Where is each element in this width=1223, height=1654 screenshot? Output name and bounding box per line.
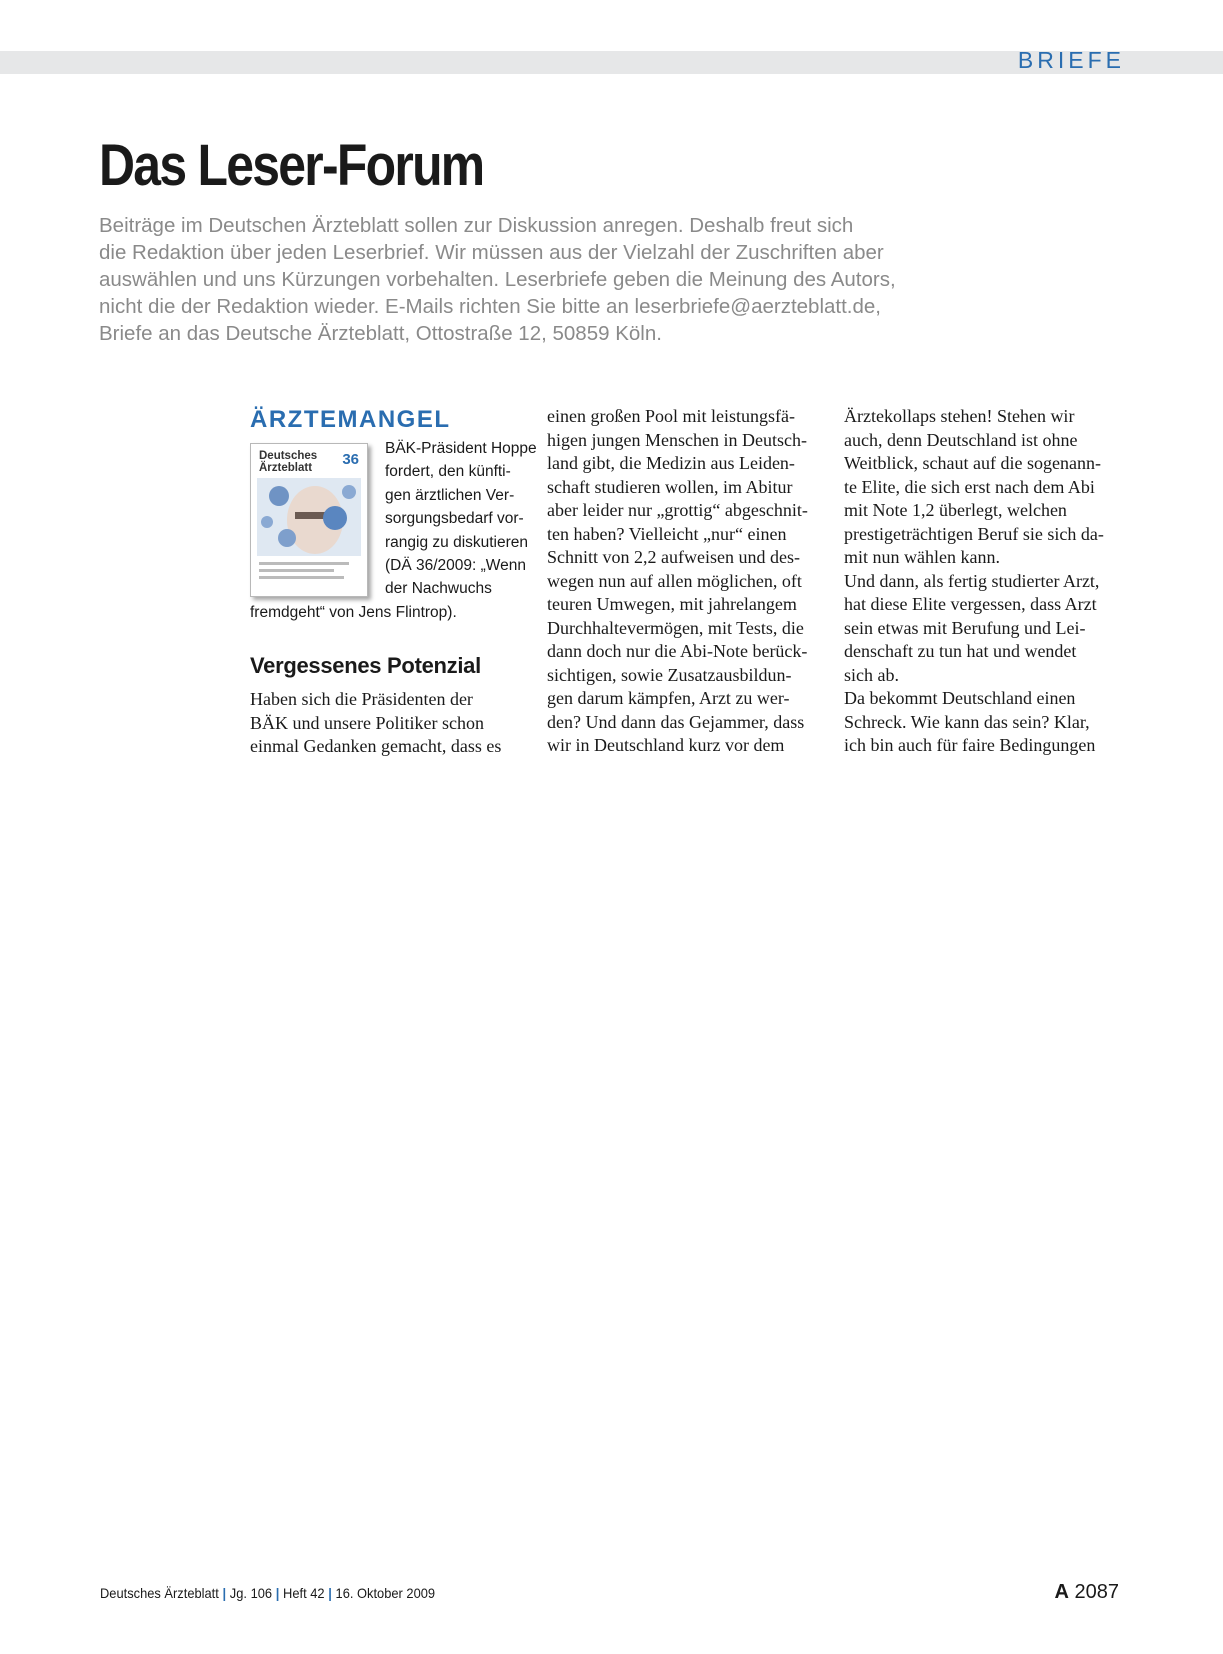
- intro-line: auswählen und uns Kürzungen vorbehalten. Leserbriefe geben die Meinung des Autors,: [99, 268, 896, 291]
- journal-name: Deutsches Ärzteblatt: [100, 1585, 219, 1601]
- letter-headline: Vergessenes Potenzial: [250, 653, 481, 678]
- journal-issue: Heft 42: [283, 1585, 325, 1601]
- page-number-value: 2087: [1074, 1581, 1119, 1603]
- issue-date: 16. Oktober 2009: [335, 1585, 436, 1601]
- intro-line: Briefe an das Deutsche Ärzteblatt, Ottostraße 12, 50859 Köln.: [99, 322, 662, 345]
- intro-line: Beiträge im Deutschen Ärzteblatt sollen zur Diskussion anregen. Deshalb freut sich: [99, 214, 854, 237]
- page-title: Das Leser-Forum: [99, 133, 484, 198]
- cover-issue-number: 36: [342, 451, 359, 468]
- page-prefix: A: [1054, 1581, 1069, 1603]
- column-1: [250, 405, 537, 756]
- footer-separator: |: [275, 1585, 280, 1601]
- letter-lead: BÄK-Präsident Hoppe fordert, den künfti- gen ärztlichen Ver- sorgungsbedarf vor- rangig zu diskutieren (DÄ 36/2009: „Wenn der Nachwuchs fremdgeht“ von Jens Flintrop).: [250, 440, 537, 621]
- section-label: BRIEFE: [1017, 47, 1125, 73]
- topic-kicker: ÄRZTEMANGEL: [250, 406, 451, 433]
- cover-masthead: Deutsches Ärzteblatt: [259, 450, 318, 474]
- footer-separator: |: [222, 1585, 227, 1601]
- page-number: [1054, 1581, 1119, 1604]
- intro-line: die Redaktion über jeden Leserbrief. Wir müssen aus der Vielzahl der Zuschriften aber: [99, 241, 884, 264]
- page-footer: [100, 1585, 435, 1601]
- column-3: [844, 405, 1134, 758]
- intro-line: nicht die der Redaktion wieder. E-Mails richten Sie bitte an leserbriefe@aerzteblatt.de,: [99, 295, 881, 318]
- intro-paragraph: [99, 212, 979, 347]
- letter-body-col2: einen großen Pool mit leistungsfä- higen jungen Menschen in Deutsch- land gibt, die Medizin aus Leiden- schaft studieren wollen, im Abitur aber leider nur „grottig“ abgeschnit- ten haben? Vielleicht „nur“ einen Schnitt von 2,2 aufweisen und des- wegen nun auf allen möglichen, oft teuren Umwegen, mit jahrelangem Durchhaltevermögen, mit Tests, die dann doch nur die Abi-Note berück- sichtigen, sowie Zusatzausbildun- gen darum kämpfen, Arzt zu wer- den? Und dann das Gejammer, dass wir in Deutschland kurz vor dem: [547, 406, 808, 755]
- letter-body-col1: Haben sich die Präsidenten der BÄK und unsere Politiker schon einmal Gedanken gemacht, dass es: [250, 689, 502, 756]
- column-2: [547, 405, 837, 758]
- footer-separator: |: [328, 1585, 332, 1601]
- journal-volume: Jg. 106: [229, 1585, 273, 1601]
- letter-body-col3: Ärztekollaps stehen! Stehen wir auch, denn Deutschland ist ohne Weitblick, schaut auf die sogenann- te Elite, die sich erst nach dem Abi mit Note 1,2 überlegt, welchen prestigeträchtigen Beruf sie sich da- mit nun wählen kann. Und dann, als fertig studierter Arzt, hat diese Elite vergessen, dass Arzt sein etwas mit Berufung und Lei- denschaft zu tun hat und wendet sich ab. Da bekommt Deutschland einen Schreck. Wie kann das sein? Klar, ich bin auch für faire Bedingungen: [844, 406, 1104, 755]
